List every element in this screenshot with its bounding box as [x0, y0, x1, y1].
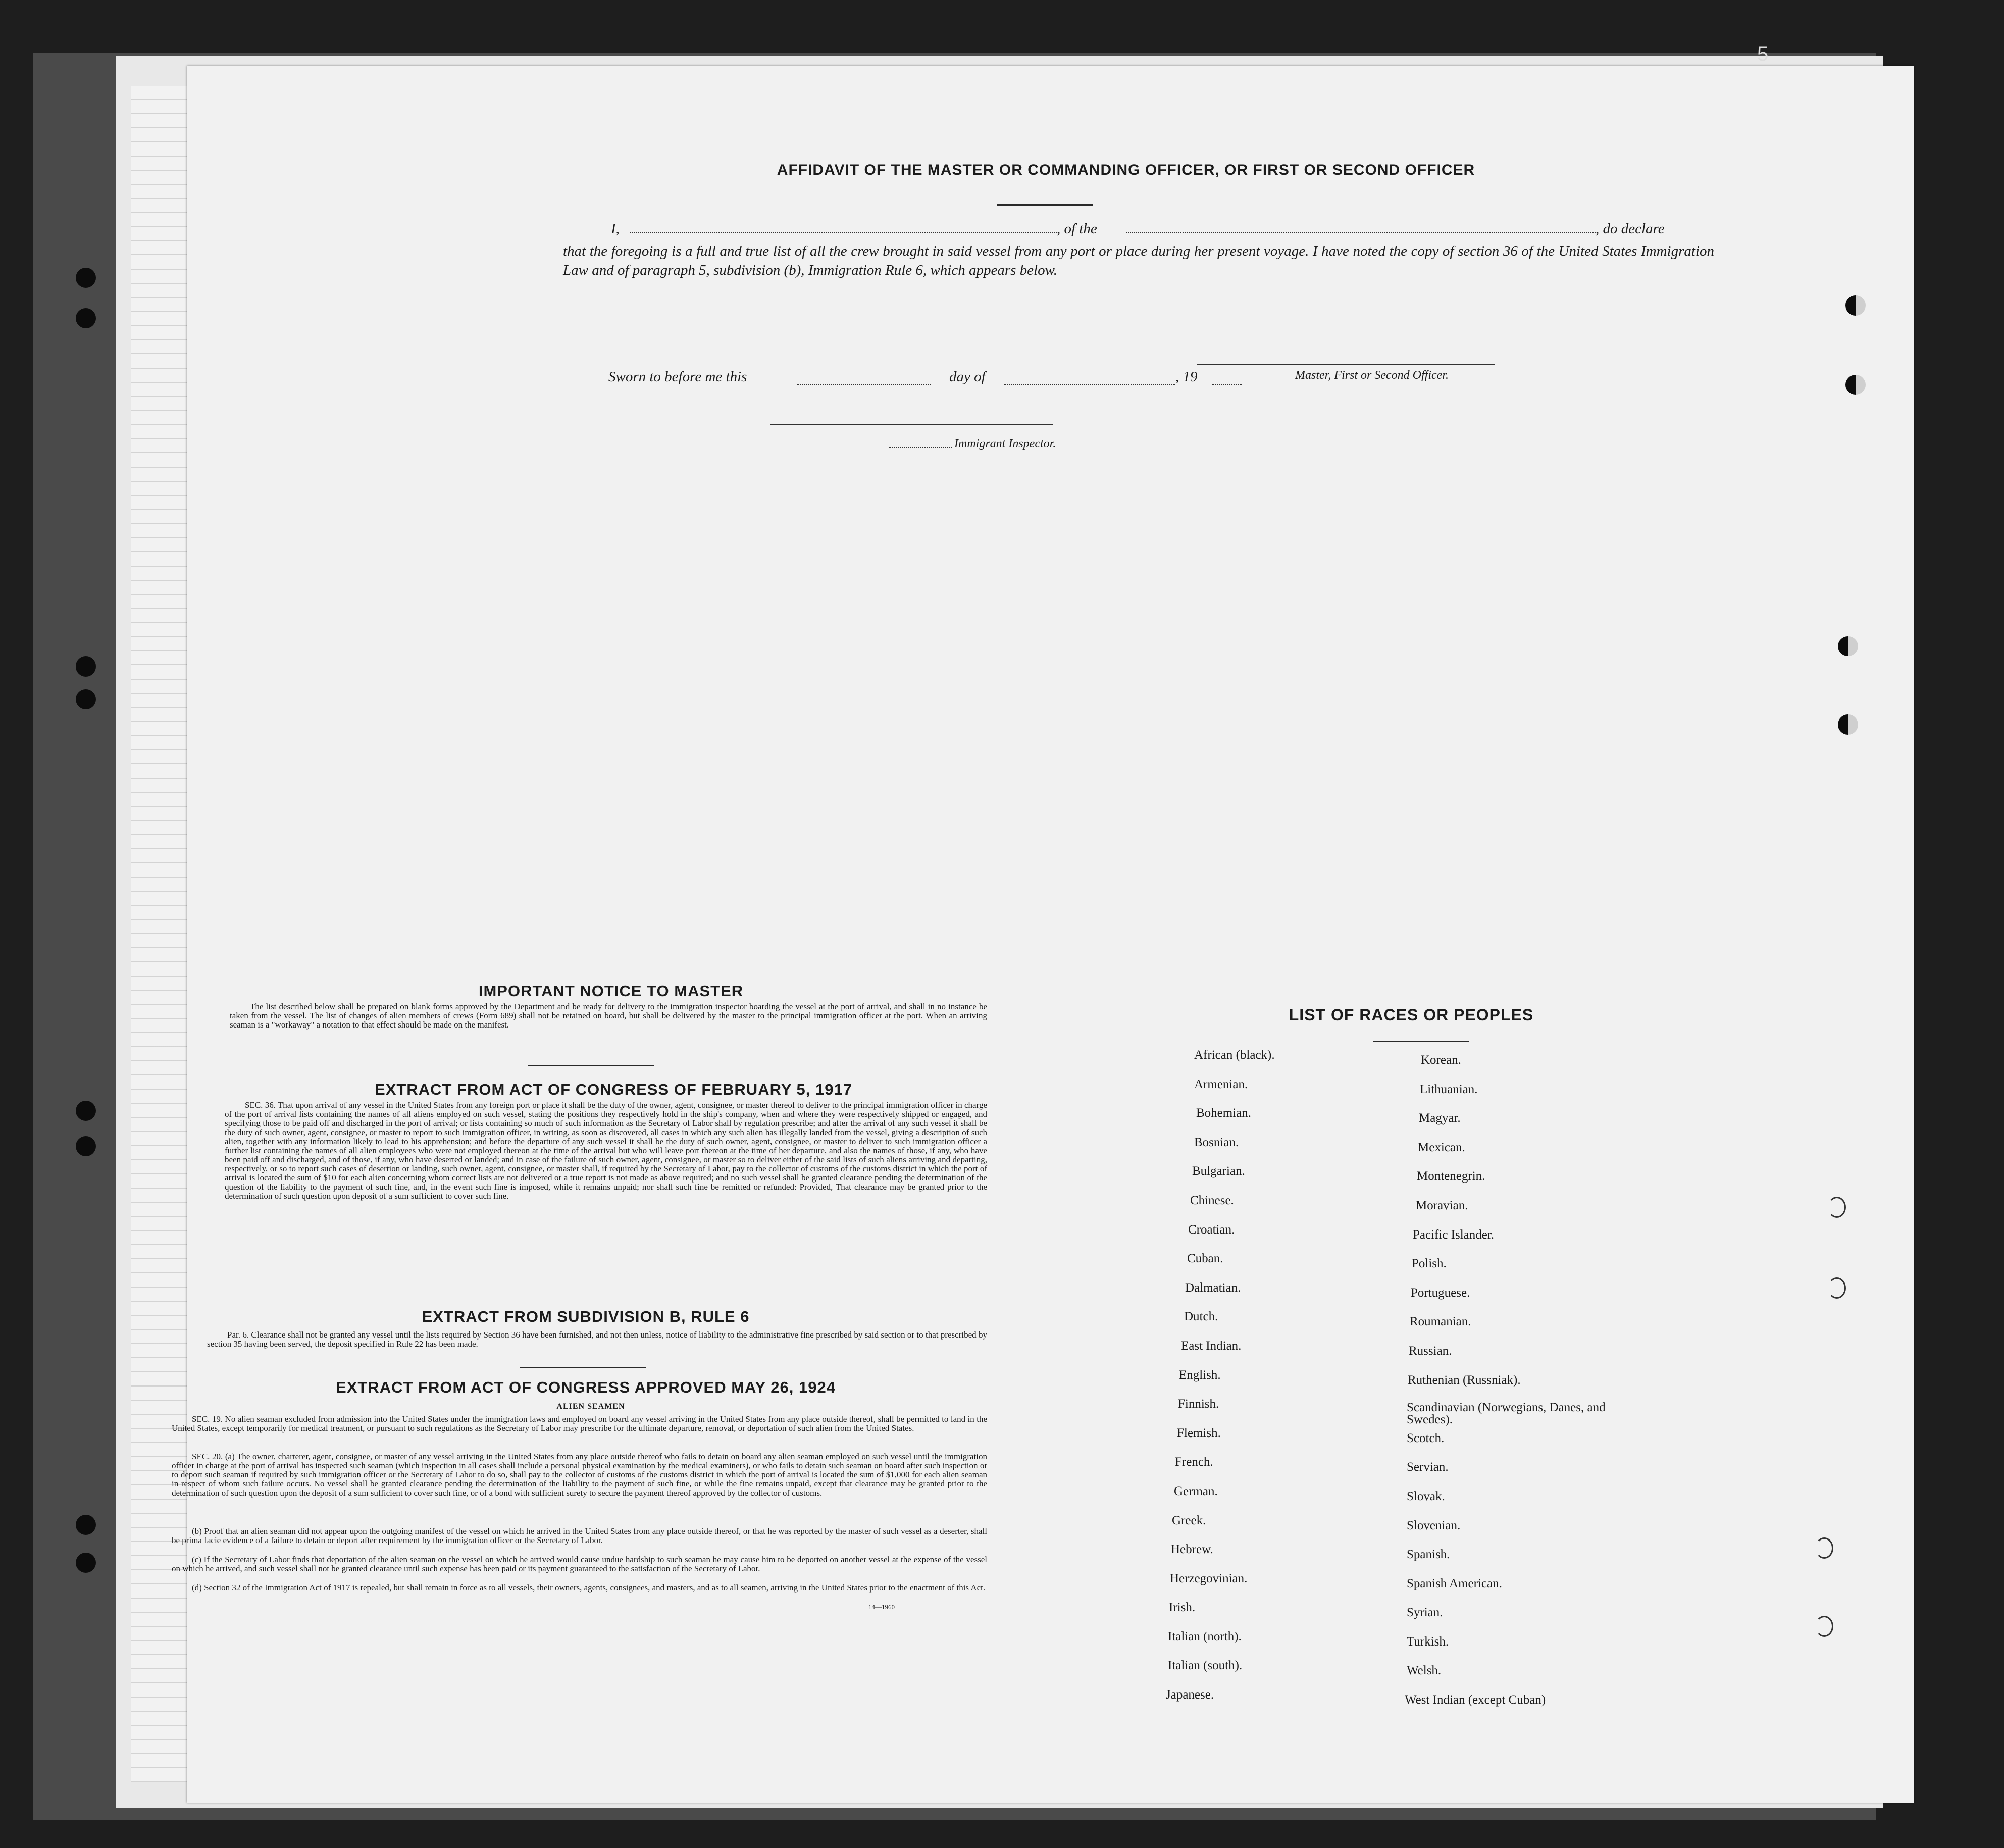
race-item: Montenegrin. [1417, 1169, 1485, 1184]
binder-hole [1815, 1616, 1833, 1637]
race-item: Italian (north). [1168, 1629, 1242, 1644]
extract1-title: EXTRACT FROM ACT OF CONGRESS OF FEBRUARY 5, 1917 [375, 1081, 852, 1098]
extract3-p4: (c) If the Secretary of Labor finds that deportation of the alien seaman on the vessel on which he arrived would cause undue hardship to such seaman he may cause him to be deported on another vessel at the expense of the vessel on which he arrived, and such vessel shall not be granted clearance until such expense has been paid or its payment guaranteed to the satisfaction of the Secretary of Labor. [172, 1555, 987, 1573]
race-item: Croatian. [1188, 1222, 1235, 1237]
month-line [1004, 384, 1175, 385]
binder-hole [1838, 636, 1858, 656]
race-item: Dalmatian. [1185, 1280, 1241, 1295]
binder-hole [76, 1553, 96, 1573]
race-item: Bosnian. [1194, 1135, 1239, 1149]
race-item: Irish. [1169, 1601, 1196, 1615]
affidavit-i: I, [611, 221, 620, 237]
binder-hole [1845, 295, 1866, 316]
inspector-caption: Immigrant Inspector. [954, 437, 1056, 450]
race-item: West Indian (except Cuban) [1405, 1693, 1546, 1707]
name-line [630, 232, 1057, 233]
race-item: Cuban. [1187, 1252, 1223, 1266]
races-rule [1373, 1041, 1469, 1042]
sworn-text: Sworn to before me this [608, 369, 747, 385]
race-item: Japanese. [1166, 1688, 1214, 1702]
race-item: Herzegovinian. [1170, 1571, 1248, 1585]
race-item: Turkish. [1407, 1634, 1449, 1649]
race-item: English. [1179, 1368, 1221, 1382]
section-rule [520, 1367, 646, 1368]
extract2-text: Par. 6. Clearance shall not be granted any vessel until the lists required by Section 36 have been furnished, and not then unless, notice of liability to the administrative fine prescribed by said section or to that prescribed by section 35 having been served, the deposit specified in Rule 22 has been made. [207, 1330, 987, 1349]
race-item: Ruthenian (Russniak). [1408, 1373, 1521, 1387]
binder-hole [1845, 375, 1866, 395]
race-item: Polish. [1412, 1257, 1447, 1271]
signature-line [1197, 364, 1495, 365]
race-item: Dutch. [1184, 1310, 1218, 1324]
binder-hole [1828, 1197, 1846, 1218]
master-caption: Master, First or Second Officer. [1295, 369, 1449, 382]
binder-hole [76, 1101, 96, 1121]
race-item: French. [1175, 1455, 1213, 1469]
binder-hole [1828, 1277, 1846, 1299]
race-item: Syrian. [1407, 1606, 1443, 1620]
race-item: Greek. [1172, 1513, 1206, 1527]
race-item: Flemish. [1177, 1426, 1221, 1440]
race-item: Slovenian. [1407, 1518, 1461, 1532]
race-item: Bulgarian. [1192, 1164, 1245, 1178]
binder-hole [76, 1136, 96, 1156]
race-item: Mexican. [1418, 1140, 1465, 1154]
year-line [1212, 384, 1242, 385]
extract3-subtitle: ALIEN SEAMEN [556, 1402, 625, 1411]
race-item: Italian (south). [1168, 1659, 1243, 1673]
year-text: , 19 [1175, 369, 1198, 385]
title-rule [997, 204, 1093, 206]
race-item: Moravian. [1416, 1198, 1468, 1212]
inspector-dash [889, 447, 952, 448]
race-item: Magyar. [1419, 1111, 1461, 1125]
extract3-title: EXTRACT FROM ACT OF CONGRESS APPROVED MAY 26, 1924 [336, 1378, 836, 1396]
race-item: Spanish. [1407, 1548, 1450, 1562]
notice-text: The list described below shall be prepared on blank forms approved by the Department and be ready for delivery to the immigration inspector boarding the vessel at the port of arrival, and shall in no instance be taken from the vessel. The list of changes of alien members of crews (Form 689) shall not be retained on board, but shall be delivered by the master to the principal immigration officer at the port. When an arriving seaman is a "workaway" a notation to that effect should be made on the manifest. [230, 1002, 987, 1030]
race-item: Servian. [1407, 1460, 1449, 1474]
races-right-column [1405, 1053, 1626, 1722]
vessel-line [1126, 232, 1596, 233]
race-item: African (black). [1194, 1048, 1275, 1062]
affidavit-paragraph: that the foregoing is a full and true list of all the crew brought in said vessel from any port or place during her present voyage. I have noted the copy of section 36 of the United States Immigration Law and of paragraph 5, subdivision (b), Immigration Rule 6, which appears below. [563, 243, 1714, 278]
race-item: Pacific Islander. [1413, 1227, 1495, 1242]
extract1-text: SEC. 36. That upon arrival of any vessel in the United States from any foreign port or place it shall be the duty of the owner, agent, consignee, or master thereof to deliver to the principal immigration officer in charge of the port of arrival lists containing the names of all aliens employed on such vessel, stating the positions they respectively hold in the ship's company, when and where they were respectively shipped or engaged, and specifying those to be paid off and discharged in the port of arrival; or lists containing so much of such information as the Secretary of Labor shall by regulation prescribe; and after the arrival of any such vessel it shall be the duty of such owner, agent, consignee, or master to report to such immigration officer, in writing, as soon as discovered, all cases in which any such alien has illegally landed from the vessel, giving a description of such alien, together with any information likely to lead to his apprehension; and before the departure of any such vessel it shall be the duty of such owner, agent, consignee, or master to deliver to such immigration officer a further list containing the names of all alien employees who were not employed thereon at the time of the arrival but who will leave port thereon at the time of her departure, and also the names of those, if any, who have been paid off and discharged, and of those, if any, who have deserted or landed; and in case of the failure of such owner, agent, consignee, or master so to deliver either of the said lists of such aliens arriving and departing, respectively, or so to report such cases of desertion or landing, such owner, agent, consignee, or master shall, if required by the Secretary of Labor, pay to the collector of customs of the customs district in which the port of arrival is located the sum of $10 for each alien concerning whom correct lists are not delivered or a true report is not made as above required; and no such vessel shall be granted clearance pending the determination of the question of the liability to the payment of such fine, and, in the event such fine is imposed, while it remains unpaid; nor shall such fine be remitted or refunded: Provided, That clearance may be granted prior to the determination of such question upon deposit of a sum sufficient to cover such fine. [225, 1100, 987, 1201]
binder-hole [76, 656, 96, 677]
race-item: Bohemian. [1196, 1106, 1252, 1120]
binder-hole [76, 689, 96, 709]
section-rule [528, 1065, 654, 1066]
race-item: Scotch. [1407, 1431, 1445, 1445]
affidavit-do-declare: , do declare [1596, 221, 1665, 237]
manifest-page [172, 66, 1914, 1803]
binder-hole [76, 268, 96, 288]
race-item: Russian. [1409, 1344, 1452, 1358]
binder-hole [76, 308, 96, 328]
extract3-p3: (b) Proof that an alien seaman did not appear upon the outgoing manifest of the vessel on which he arrived in the United States from any place outside thereof, or that he was reported by the master of such vessel as a deserter, shall be prima facie evidence of a failure to detain or deport after requirement by the immigration officer or the Secretary of Labor. [172, 1526, 987, 1545]
day-line [797, 384, 931, 385]
binder-hole [1815, 1537, 1833, 1559]
extract3-p2: SEC. 20. (a) The owner, charterer, agent, consignee, or master of any vessel arriving in the United States from any place outside thereof who fails to detain on board any alien seaman employed on such vessel until the immigration officer in charge at the port of arrival has inspected such seaman (which inspection in all cases shall include a personal physical examination by the medical examiners), or who fails to detain such seaman on board after such inspection or to deport such seaman if required by such immigration officer or the Secretary of Labor to do so, shall pay to the collector of customs of the customs district in which the port of arrival is located the sum of $1,000 for each alien seaman in respect of whom such failure occurs. No vessel shall be granted clearance pending the determination of the liability to the payment of such fine, or while the fine remains unpaid, except that clearance may be granted prior to the determination of such question upon the deposit of a sum sufficient to cover such fine, or of a bond with sufficient surety to secure the payment thereof approved by the collector of customs. [172, 1452, 987, 1498]
races-left-column [1166, 1048, 1406, 1717]
race-item: Hebrew. [1171, 1543, 1213, 1557]
race-item: Scandinavian (Norwegians, Danes, and Swedes). [1407, 1401, 1606, 1427]
corner-mark: 5 [1757, 43, 1769, 65]
extract3-p5: (d) Section 32 of the Immigration Act of 1917 is repealed, but shall remain in force as to all vessels, their owners, agents, consignees, and masters, and as to all seamen, arriving in the United States prior to the enactment of this Act. [192, 1583, 986, 1593]
races-title: LIST OF RACES OR PEOPLES [1289, 1006, 1534, 1024]
inspector-signature-line [770, 424, 1053, 425]
race-item: Portuguese. [1411, 1286, 1470, 1300]
race-item: German. [1174, 1484, 1218, 1498]
binder-hole [1838, 714, 1858, 735]
race-item: Slovak. [1407, 1489, 1445, 1503]
race-item: Armenian. [1194, 1077, 1248, 1091]
affidavit-of-the: , of the [1057, 221, 1097, 237]
notice-title: IMPORTANT NOTICE TO MASTER [478, 982, 744, 1000]
race-item: Roumanian. [1410, 1315, 1471, 1329]
affidavit-title: AFFIDAVIT OF THE MASTER OR COMMANDING OFFICER, OR FIRST OR SECOND OFFICER [777, 162, 1475, 178]
race-item: Welsh. [1407, 1664, 1442, 1678]
race-item: Spanish American. [1407, 1576, 1502, 1590]
race-item: Lithuanian. [1420, 1082, 1478, 1096]
day-of-text: day of [949, 369, 986, 385]
race-item: East Indian. [1181, 1339, 1242, 1353]
race-item: Korean. [1421, 1053, 1461, 1067]
binder-hole [76, 1515, 96, 1535]
extract3-p1: SEC. 19. No alien seaman excluded from admission into the United States under the immigration laws and employed on board any vessel arriving in the United States from any place outside thereof, shall be permitted to land in the United States, except temporarily for medical treatment, or pursuant to such regulations as the Secretary of Labor may prescribe for the ultimate departure, removal, or deportation of such alien from the United States. [172, 1414, 987, 1433]
race-item: Finnish. [1178, 1397, 1219, 1411]
extract2-title: EXTRACT FROM SUBDIVISION B, RULE 6 [422, 1308, 750, 1325]
form-number: 14—1960 [868, 1603, 895, 1611]
race-item: Chinese. [1190, 1193, 1234, 1207]
